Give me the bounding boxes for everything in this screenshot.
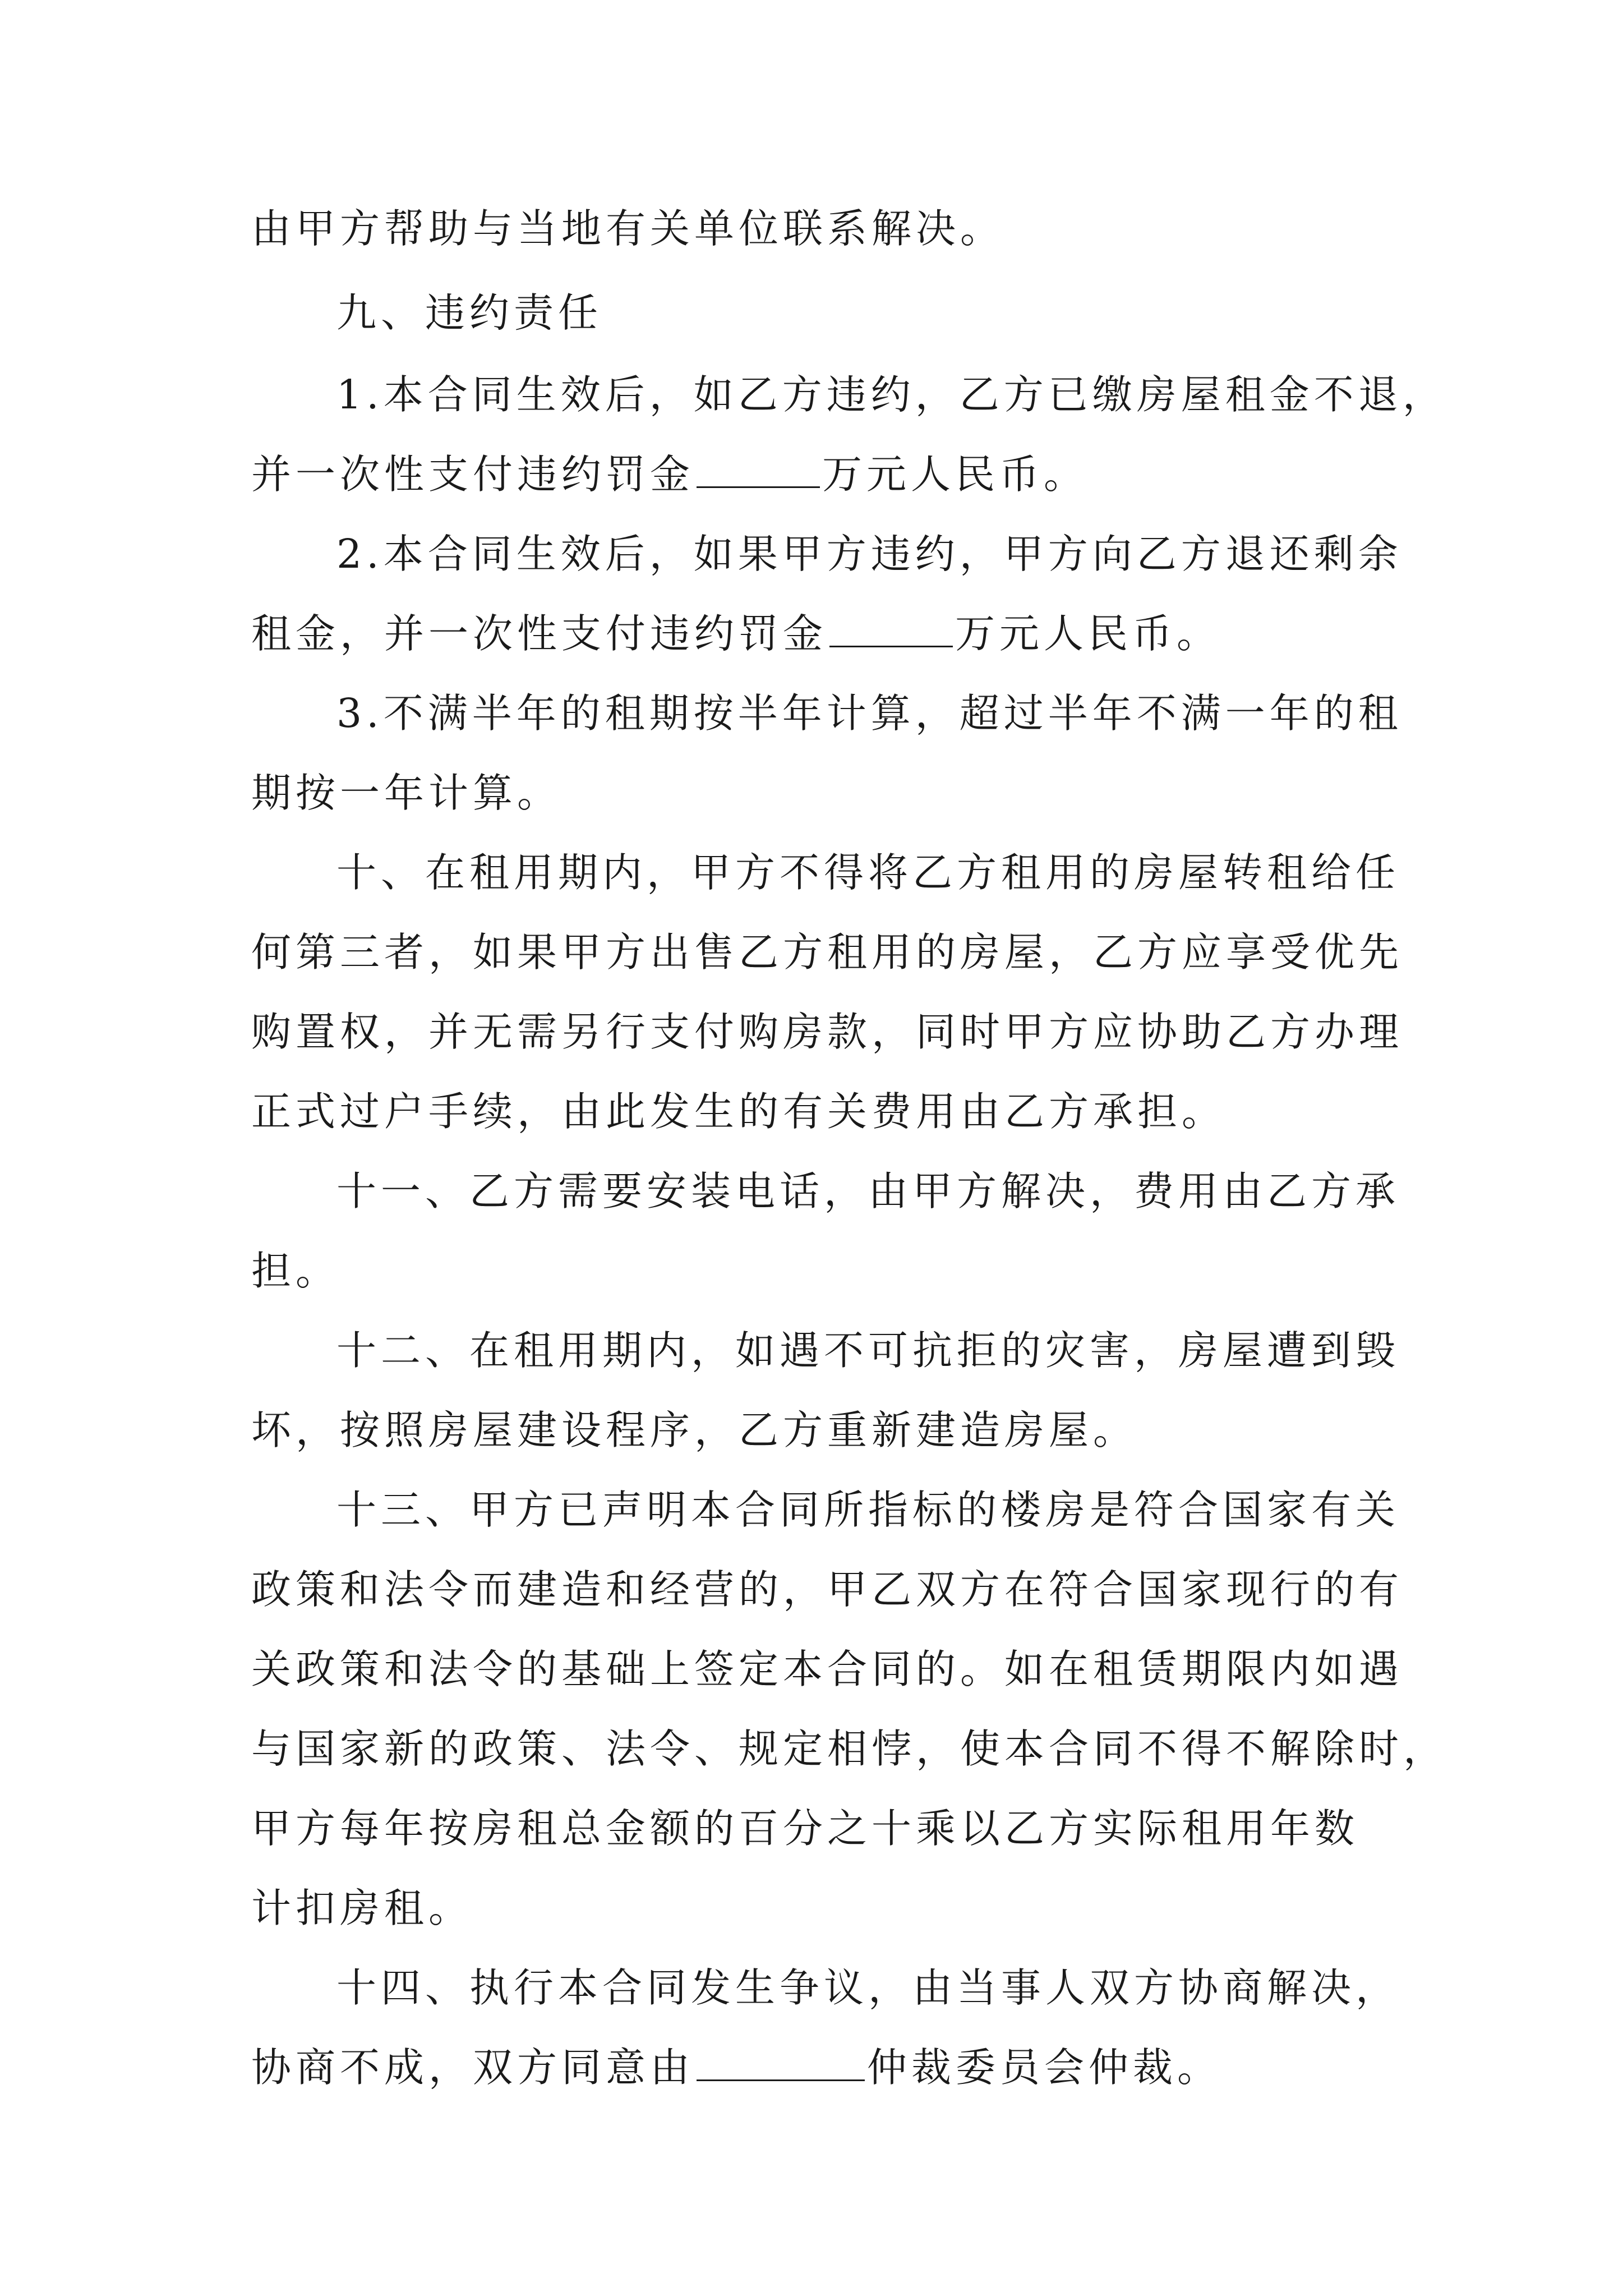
fill-in-blank: [697, 452, 820, 488]
fill-in-blank: [697, 2045, 865, 2081]
text-fragment: 仲裁委员会仲裁。: [867, 2044, 1222, 2091]
text-line: 十三、甲方已声明本合同所指标的楼房是符合国家有关: [336, 1487, 1400, 1533]
text-fragment: 协商不成，双方同意由: [251, 2044, 695, 2091]
text-line: [251, 448, 1088, 501]
text-fragment: 万元人民币。: [822, 451, 1089, 498]
text-line: 3.不满半年的租期按半年计算，超过半年不满一年的租: [336, 690, 1403, 737]
text-line: 十、在租用期内，甲方不得将乙方租用的房屋转租给任: [336, 849, 1400, 896]
text-line: 2.本合同生效后，如果甲方违约，甲方向乙方退还剩余: [336, 531, 1403, 577]
text-line: 十一、乙方需要安装电话，由甲方解决，费用由乙方承: [336, 1168, 1400, 1214]
text-line: 期按一年计算。: [251, 770, 562, 816]
text-line: 十四、执行本合同发生争议，由当事人双方协商解决，: [336, 1964, 1400, 2011]
text-line: 计扣房租。: [251, 1885, 473, 1931]
text-line: 1.本合同生效后，如乙方违约，乙方已缴房屋租金不退，: [336, 371, 1447, 418]
text-line: 甲方每年按房租总金额的百分之十乘以乙方实际租用年数: [251, 1805, 1359, 1852]
text-line: 何第三者，如果甲方出售乙方租用的房屋，乙方应享受优先: [251, 929, 1404, 976]
section-heading: 九、违约责任: [336, 289, 603, 336]
text-line: 购置权，并无需另行支付购房款，同时甲方应协助乙方办理: [251, 1009, 1404, 1055]
text-line: [251, 607, 1221, 661]
fill-in-blank: [829, 611, 953, 647]
text-line: 担。: [251, 1248, 340, 1294]
text-fragment: 并一次性支付违约罚金: [251, 451, 695, 498]
text-line: 与国家新的政策、法令、规定相悖，使本合同不得不解除时，: [251, 1726, 1448, 1772]
text-line: 政策和法令而建造和经营的，甲乙双方在符合国家现行的有: [251, 1566, 1404, 1613]
text-line: [251, 2041, 1221, 2095]
text-line: 十二、在租用期内，如遇不可抗拒的灾害，房屋遭到毁: [336, 1327, 1400, 1374]
text-line: 坏，按照房屋建设程序，乙方重新建造房屋。: [251, 1407, 1138, 1453]
text-line: 关政策和法令的基础上签定本合同的。如在租赁期限内如遇: [251, 1646, 1404, 1692]
text-fragment: 万元人民币。: [955, 610, 1221, 657]
text-line: 正式过户手续，由此发生的有关费用由乙方承担。: [251, 1088, 1227, 1135]
text-fragment: 租金，并一次性支付违约罚金: [251, 610, 828, 657]
text-line: 由甲方帮助与当地有关单位联系解决。: [251, 205, 1005, 252]
